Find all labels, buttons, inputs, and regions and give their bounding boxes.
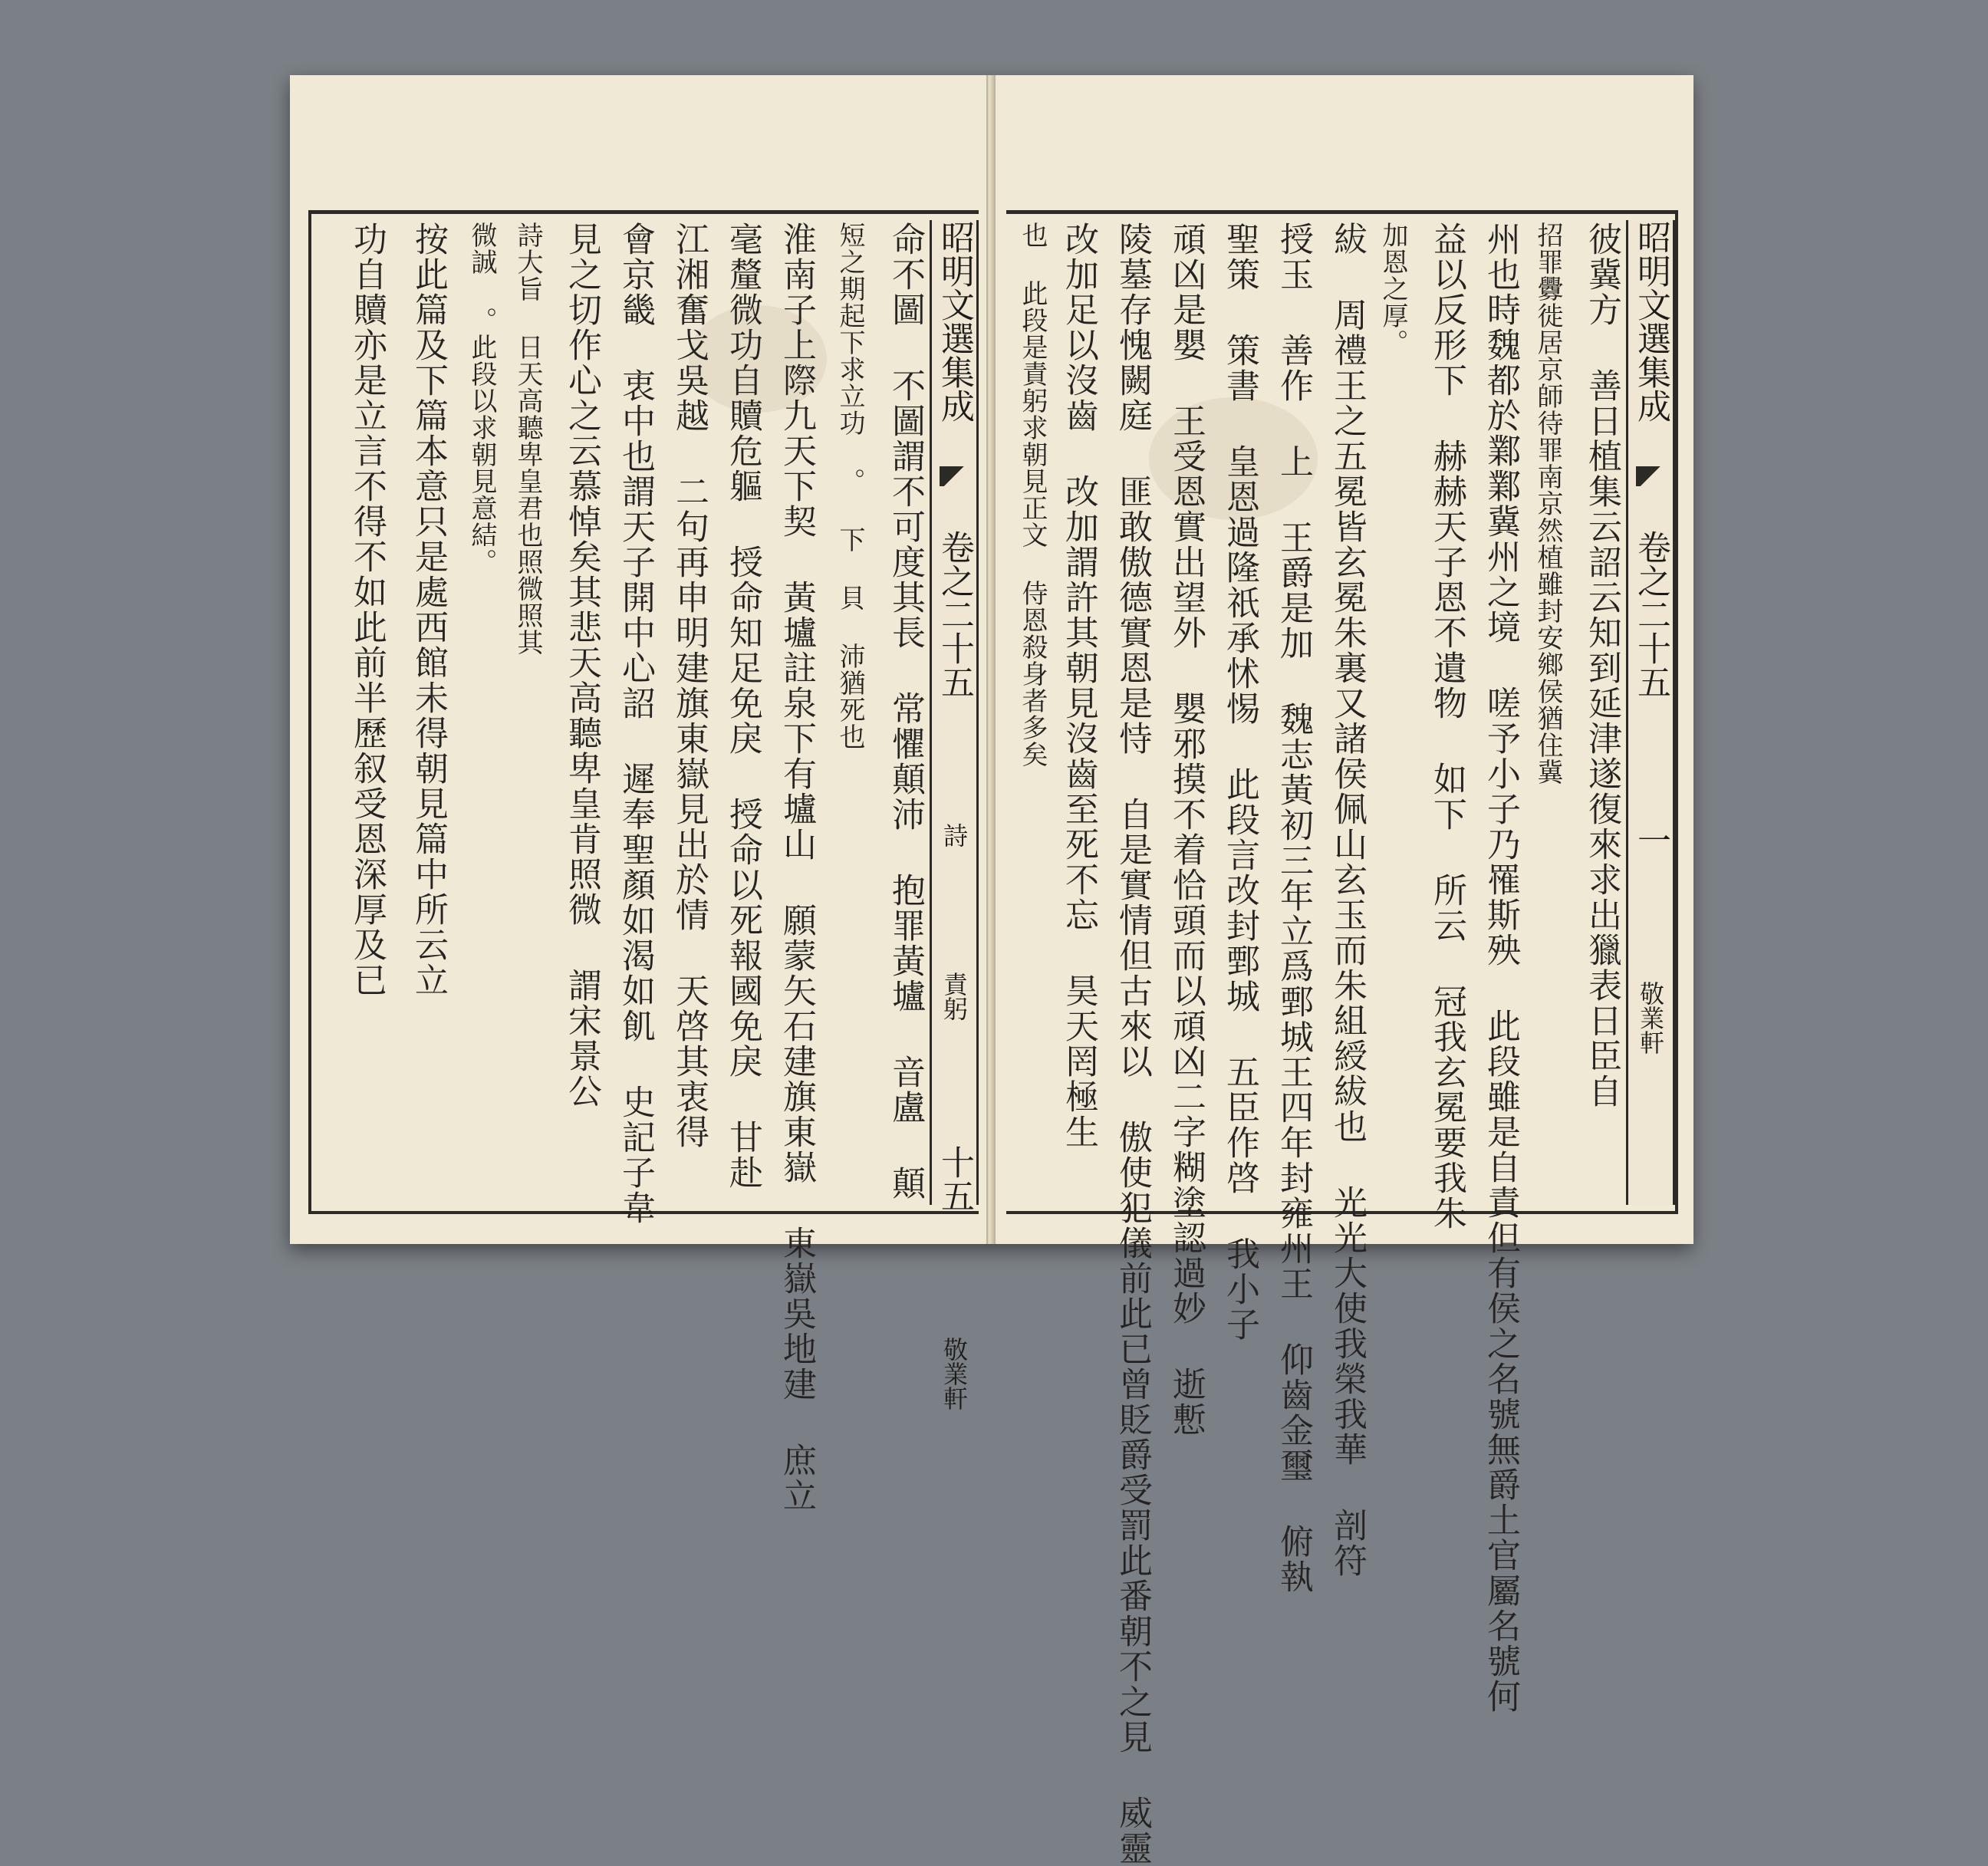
fish-tail-mark-icon <box>1636 466 1665 486</box>
text-column: 招罪釁徙居京師待罪南京然植雖封安鄉侯猶住冀 <box>1532 222 1563 785</box>
text-column: 功自贖亦是立言不得不如此前半歷叙受恩深厚及已 <box>347 222 387 998</box>
text-column: 陵墓存愧闕庭 匪敢傲德實恩是恃 自是實情但古來以 傲使犯儀前此已曾貶爵受罰此番朝不之見 威靈 <box>1113 222 1152 1866</box>
text-column: 彼冀方 善日植集云詔云知到延津遂復來求出獵表日臣自 <box>1582 222 1621 1109</box>
text-column: 改加足以沒齒 改加謂許其朝見沒齒至死不忘 昊天罔極生 <box>1059 222 1098 1150</box>
text-column: 短之期起下求立功 。 下 貝 沛猶死也 <box>834 222 865 750</box>
banner-folio: 十五 <box>935 1145 974 1213</box>
banner-title: 昭明文選集成 <box>1631 220 1670 423</box>
text-column: 益以反形下 赫赫天子恩不遺物 如下 所云 冠我玄冕要我朱 <box>1427 222 1466 1231</box>
banner-folio: 一 <box>1631 823 1670 857</box>
banner-title: 昭明文選集成 <box>935 220 974 423</box>
text-column: 按此篇及下篇本意只是處西館未得朝見篇中所云立 <box>409 222 448 998</box>
banner-volume: 卷之二十五 <box>935 530 974 699</box>
banner-publisher: 敬業軒 <box>1636 981 1665 1055</box>
text-column: 詩大旨 日天高聽卑皇君也照微照其 <box>512 222 543 656</box>
banner-volume: 卷之二十五 <box>1631 530 1670 699</box>
right-page-banner <box>1626 220 1675 1205</box>
left-page-banner <box>930 220 979 1410</box>
text-column: 也 此段是責躬求朝見正文 侍恩殺身者多矣 <box>1017 222 1048 768</box>
text-column: 江湘奮戈吳越 二句再申明建旗東嶽見出於情 天啓其衷得 <box>670 222 709 1150</box>
text-column: 見之切作心之云慕悼矣其悲天高聽卑皇肯照微 謂宋景公 <box>562 222 601 1109</box>
left-page <box>290 75 988 1513</box>
text-column: 微誠 。此段以求朝見意結。 <box>466 222 497 575</box>
text-column: 頑凶是嬰 王受恩實出望外 嬰邪摸不着恰頭而以頑凶二字糊塗認過妙 逝慙 <box>1167 222 1206 1437</box>
text-column: 會京畿 衷中也謂天子開中心詔 遲奉聖顏如渴如飢 史記子韋 <box>616 222 655 1226</box>
book-spread <box>290 75 1692 1866</box>
text-column: 州也時魏都於鄴鄴冀州之境 嗟予小子乃罹斯殃 此段雖是自責但有侯之名號無爵土官屬名號何 <box>1481 222 1520 1714</box>
text-column: 授玉 善作 上 王爵是加 魏志黃初三年立爲鄄城王四年封雍州王 仰齒金璽 俯執 <box>1274 222 1313 1594</box>
banner-category: 詩 <box>940 823 969 847</box>
banner-publisher: 敬業軒 <box>940 1337 969 1410</box>
right-page <box>994 75 1693 1866</box>
text-column: 毫釐微功自贖危軀 授命知足免戾 授命以死報國免戾 甘赴 <box>723 222 762 1190</box>
right-page-frame <box>1006 210 1678 1866</box>
left-page-frame <box>308 210 979 1513</box>
fish-tail-mark-icon <box>940 466 969 486</box>
banner-section: 責躬 <box>940 972 969 1021</box>
text-column: 淮南子上際九天下契 黃壚註泉下有壚山 願蒙矢石建旗東嶽 東嶽吳地建 庶立 <box>777 222 816 1513</box>
text-column: 聖策 策書 皇恩過隆祇承怵惕 此段言改封鄄城 五臣作啓 我小子 <box>1220 222 1259 1342</box>
text-column: 加恩之厚。 <box>1377 222 1408 356</box>
text-column: 命不圖 不圖謂不可度其長 常懼顛沛 抱罪黃壚 音盧 顛 <box>886 222 925 1201</box>
text-column: 紱 周禮王之五冕皆玄冕朱裏又諸侯佩山玄玉而朱組綬紱也 光光大使我榮我華 剖符 <box>1328 222 1367 1578</box>
